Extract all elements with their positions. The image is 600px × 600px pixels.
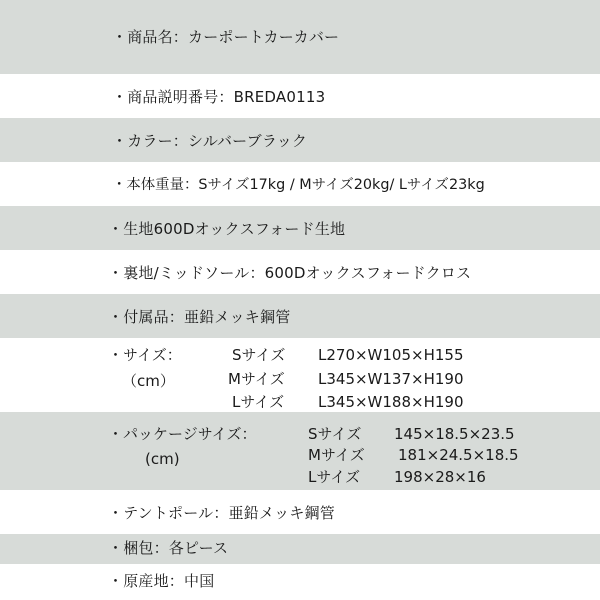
size-s-name: Sサイズ	[232, 346, 286, 364]
size-l-name: Lサイズ	[232, 393, 285, 411]
spec-row-weight	[0, 162, 600, 206]
spec-row-package-size	[0, 412, 600, 490]
product-name-text: ・商品名：カーポートカーカバー	[112, 28, 340, 46]
description-number-text: ・商品説明番号：BREDA0113	[112, 88, 326, 106]
size-m-dims: L345×W137×H190	[318, 370, 464, 388]
package-s-dims: 145×18.5×23.5	[394, 425, 515, 443]
package-m-dims: 181×24.5×18.5	[398, 446, 519, 464]
lining-text: ・裏地/ミッドソール：600Dオックスフォードクロス	[108, 264, 472, 282]
spec-row-origin	[0, 564, 600, 600]
size-label: ・サイズ：	[108, 346, 182, 364]
spec-row-description-number	[0, 74, 600, 118]
size-s-dims: L270×W105×H155	[318, 346, 464, 364]
tent-pole-text: ・テントポール：亜鉛メッキ鋼管	[108, 504, 335, 522]
origin-text: ・原産地：中国	[108, 572, 215, 590]
weight-text: ・本体重量：Sサイズ17kg / Mサイズ20kg/ Lサイズ23kg	[112, 177, 485, 193]
spec-row-tent-pole	[0, 490, 600, 534]
package-s-name: Sサイズ	[308, 425, 362, 443]
package-l-dims: 198×28×16	[394, 468, 486, 486]
size-m-name: Mサイズ	[228, 370, 285, 388]
fabric-text: ・生地600Dオックスフォード生地	[108, 220, 346, 238]
accessories-text: ・付属品：亜鉛メッキ鋼管	[108, 308, 291, 326]
size-l-dims: L345×W188×H190	[318, 393, 464, 411]
spec-row-packing	[0, 534, 600, 564]
spec-row-product-name	[0, 0, 600, 74]
package-size-unit: (cm)	[145, 450, 180, 468]
spec-row-color	[0, 118, 600, 162]
package-m-name: Mサイズ	[308, 446, 365, 464]
size-unit: （cm）	[122, 372, 175, 390]
spec-row-accessories	[0, 294, 600, 338]
package-l-name: Lサイズ	[308, 468, 361, 486]
spec-row-fabric	[0, 206, 600, 250]
spec-row-size	[0, 338, 600, 412]
color-text: ・カラー：シルバーブラック	[112, 132, 308, 150]
package-size-label: ・パッケージサイズ：	[108, 425, 257, 443]
packing-text: ・梱包：各ピース	[108, 539, 229, 557]
spec-row-lining	[0, 250, 600, 294]
